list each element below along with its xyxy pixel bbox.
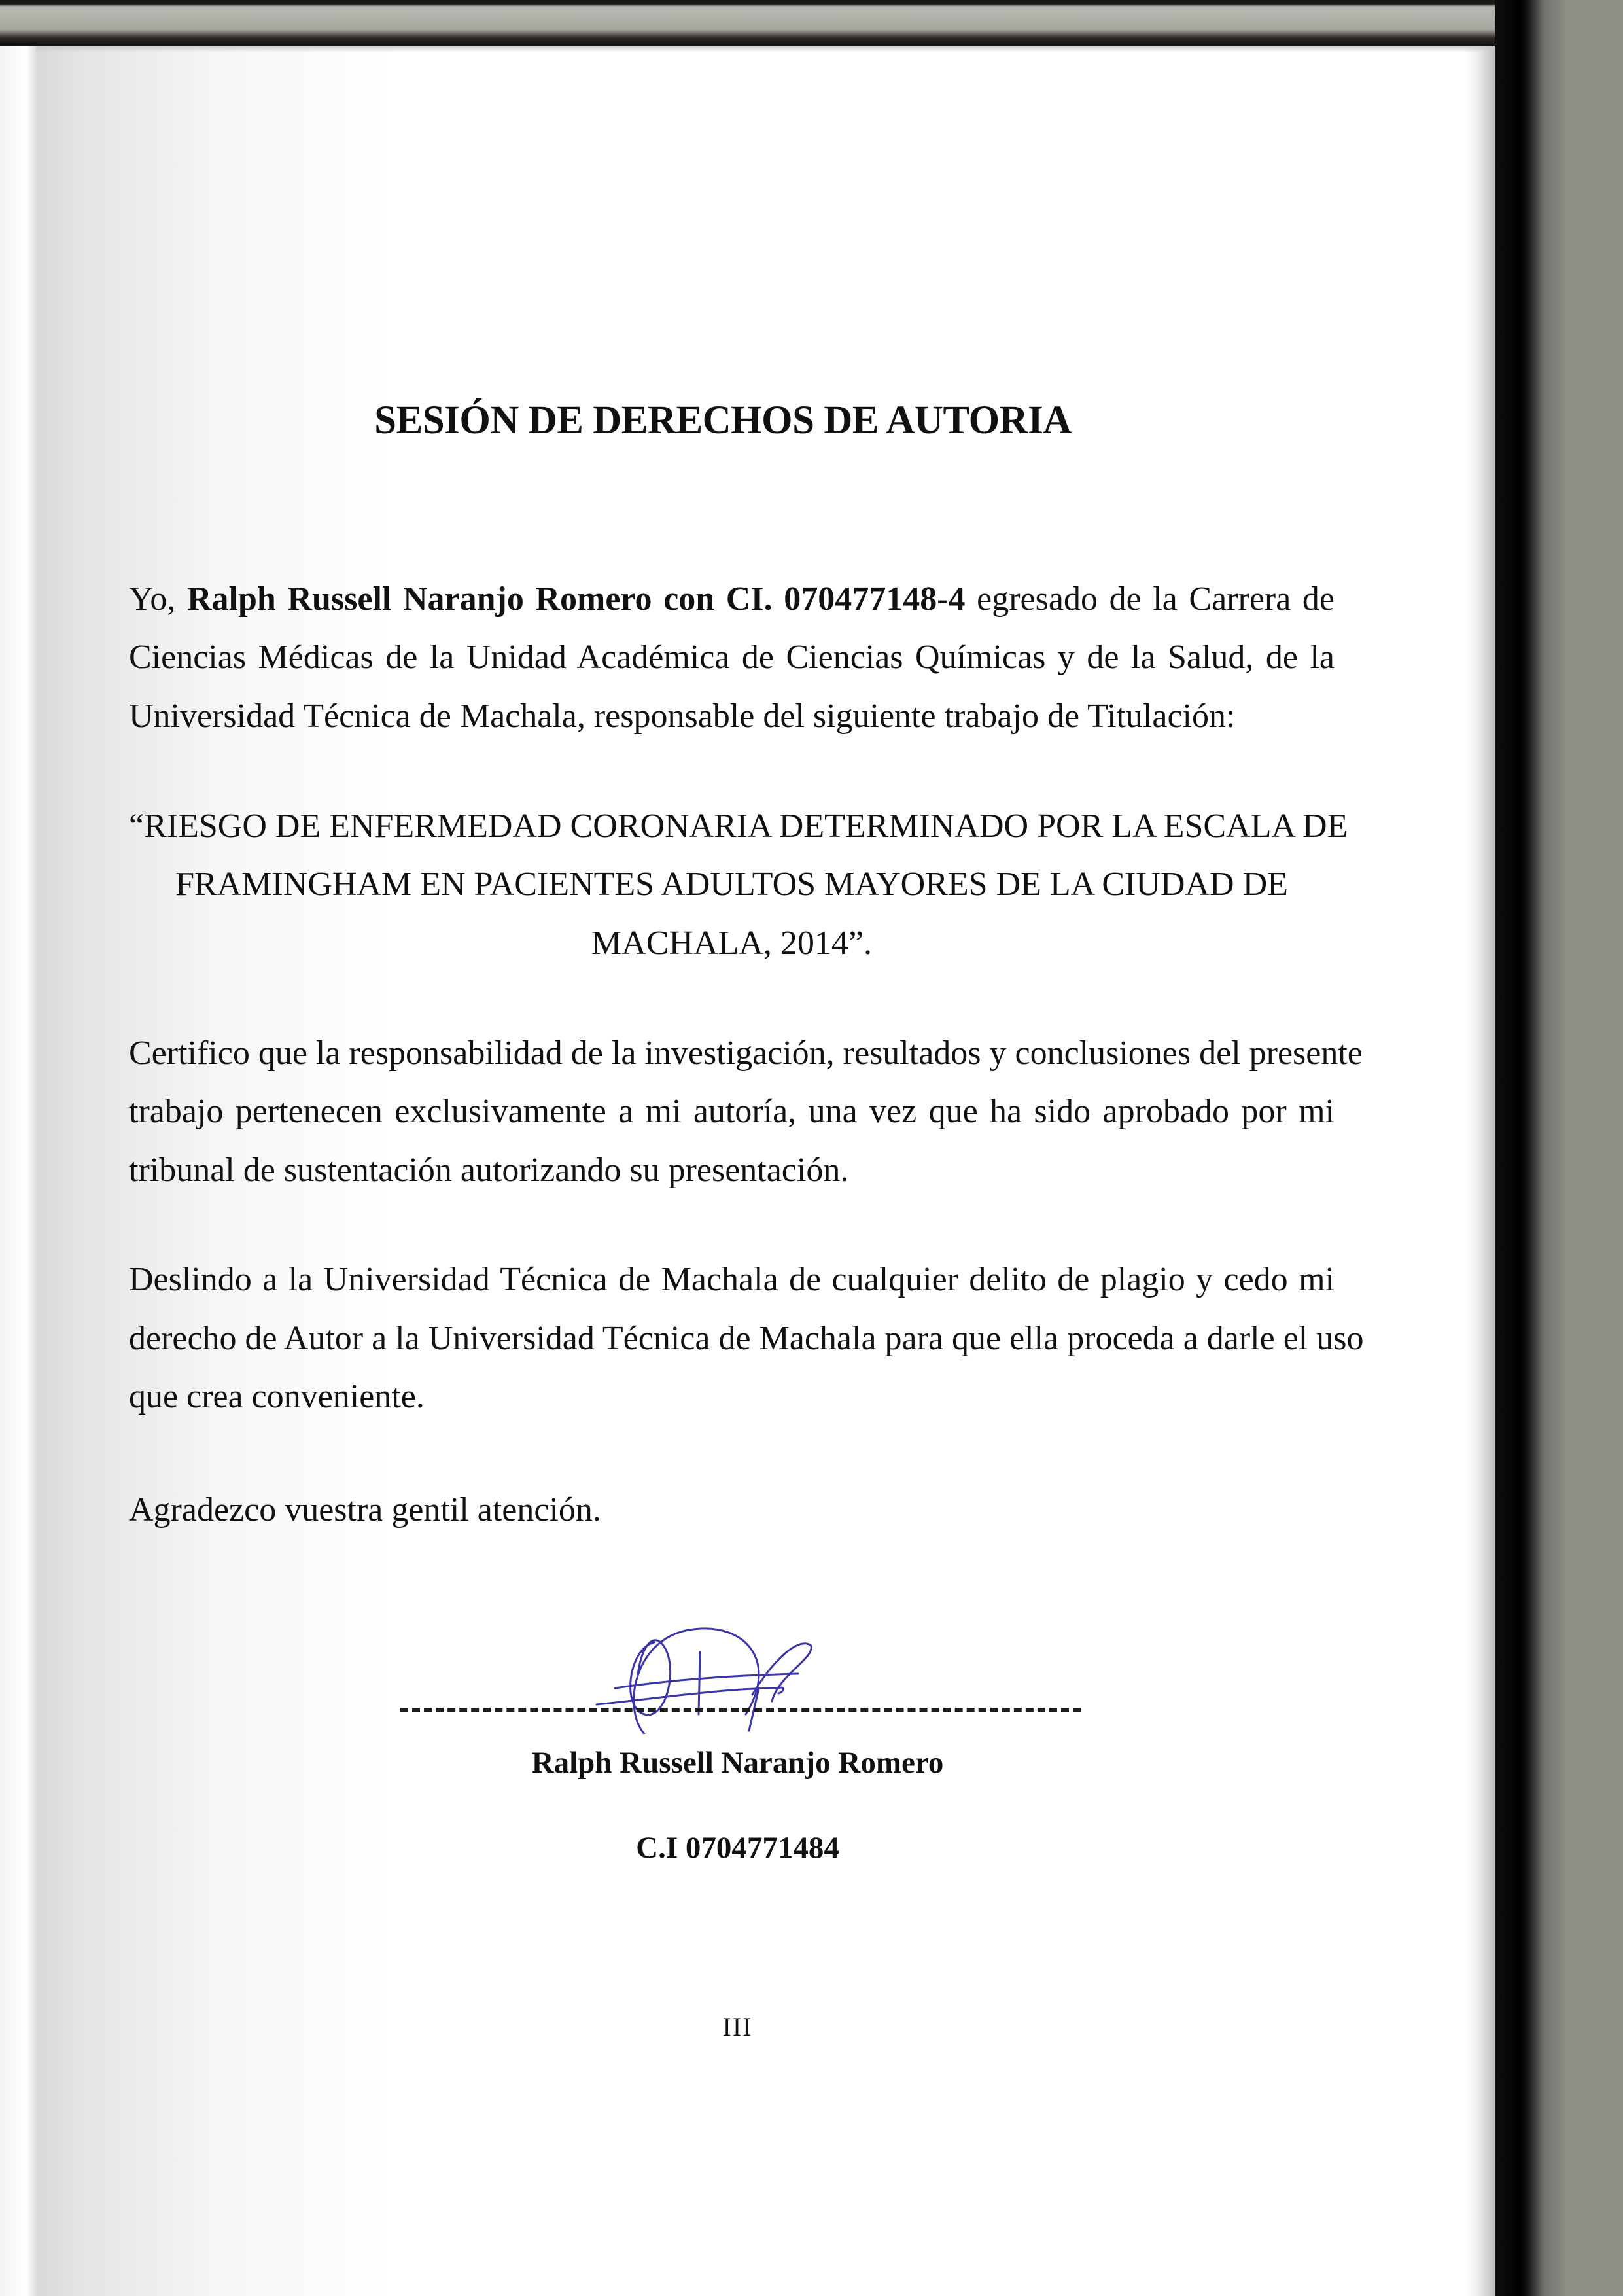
signer-id-number: C.I 0704771484 bbox=[636, 1831, 839, 1865]
author-identity: Ralph Russell Naranjo Romero con CI. 070477148-4 bbox=[186, 580, 966, 618]
page-edge-shadow bbox=[36, 46, 1495, 52]
page-number: III bbox=[722, 2012, 753, 2041]
paragraph-2-line-2: trabajo pertenecen exclusivamente a mi autoría, una vez que ha sido aprobado por mi bbox=[129, 1093, 1335, 1130]
paragraph-1-line-3: Universidad Técnica de Machala, responsable del siguiente trabajo de Titulación: bbox=[129, 698, 1236, 735]
signer-name: Ralph Russell Naranjo Romero bbox=[531, 1746, 944, 1780]
paragraph-3-line-3: que crea conveniente. bbox=[129, 1378, 425, 1415]
paragraph-3-line-1: Deslindo a la Universidad Técnica de Machala de cualquier delito de plagio y cedo mi bbox=[129, 1261, 1335, 1298]
paragraph-1-line-2: Ciencias Médicas de la Unidad Académica de Ciencias Químicas y de la Salud, de la bbox=[129, 639, 1335, 676]
paragraph-3-line-2: derecho de Autor a la Universidad Técnica de Machala para que ella proceda a darle el uso bbox=[129, 1320, 1364, 1357]
signature-stroke-vertical bbox=[699, 1652, 700, 1714]
signature-line bbox=[400, 1708, 1081, 1712]
paragraph-2-line-3: tribunal de sustentación autorizando su presentación. bbox=[129, 1152, 849, 1189]
closing-line: Agradezco vuestra gentil atención. bbox=[129, 1491, 601, 1528]
scanner-background-right bbox=[1495, 0, 1623, 2296]
paragraph-1-line-1 bbox=[129, 580, 1335, 619]
thesis-title-line-2: FRAMINGHAM EN PACIENTES ADULTOS MAYORES DE LA CIUDAD DE bbox=[175, 866, 1288, 903]
scanner-background-top bbox=[0, 0, 1623, 46]
intro-suffix: egresado de la Carrera de bbox=[965, 580, 1335, 618]
handwritten-signature bbox=[582, 1623, 890, 1734]
thesis-title-line-3: MACHALA, 2014”. bbox=[591, 925, 872, 962]
signature-stroke-underline-1 bbox=[615, 1674, 798, 1688]
intro-prefix: Yo, bbox=[129, 580, 187, 618]
paragraph-2-line-1: Certifico que la responsabilidad de la investigación, resultados y conclusiones del presente bbox=[129, 1034, 1363, 1072]
signature-stroke-oval bbox=[634, 1629, 759, 1734]
thesis-title-line-1: “RIESGO DE ENFERMEDAD CORONARIA DETERMINADO POR LA ESCALA DE bbox=[129, 807, 1348, 845]
document-title: SESIÓN DE DERECHOS DE AUTORIA bbox=[374, 398, 1072, 442]
